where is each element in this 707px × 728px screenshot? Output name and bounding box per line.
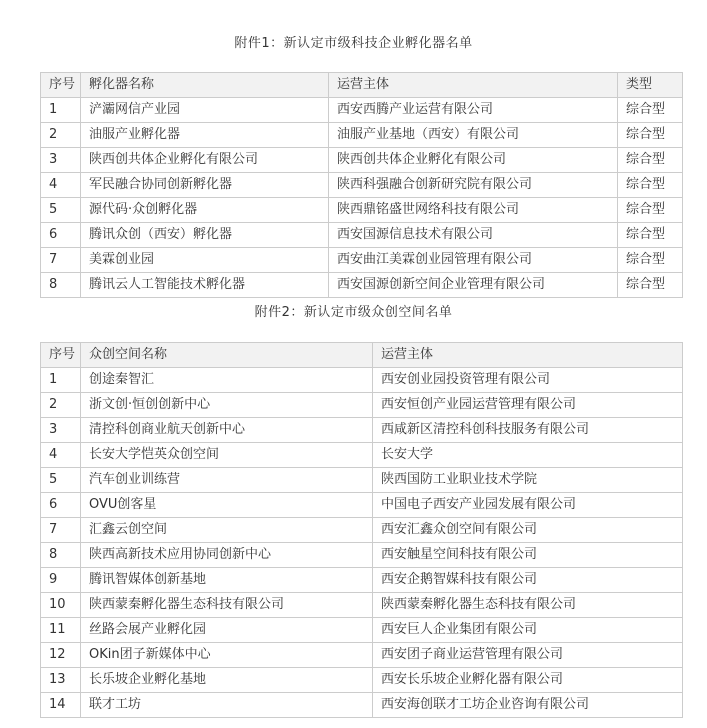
table-row [41,98,683,123]
table-cell: 综合型 [618,148,683,173]
column-header: 运营主体 [373,343,683,368]
table-row [41,518,683,543]
table-cell: 3 [41,148,81,173]
table-cell: 源代码·众创孵化器 [81,198,329,223]
table-cell: 4 [41,443,81,468]
table-cell: 腾讯云人工智能技术孵化器 [81,273,329,298]
table-cell: 西安企鹅智媒科技有限公司 [373,568,683,593]
table-cell: 3 [41,418,81,443]
table-cell: 西安创业园投资管理有限公司 [373,368,683,393]
table-row [41,543,683,568]
table-cell: 综合型 [618,223,683,248]
table-cell: 1 [41,368,81,393]
table-cell: 油服产业孵化器 [81,123,329,148]
table-cell: 8 [41,543,81,568]
table-row [41,418,683,443]
table-row [41,248,683,273]
table-cell: 5 [41,198,81,223]
table-cell: 陕西国防工业职业技术学院 [373,468,683,493]
table-cell: 8 [41,273,81,298]
table-cell: 清控科创商业航天创新中心 [81,418,373,443]
table-row [41,223,683,248]
table-cell: 综合型 [618,173,683,198]
table-cell: OVU创客星 [81,493,373,518]
maker-space-table-header-row [41,343,683,368]
table-cell: 联才工坊 [81,693,373,718]
table-cell: 陕西蒙秦孵化器生态科技有限公司 [373,593,683,618]
incubator-table [40,72,683,298]
table-cell: 长乐坡企业孵化基地 [81,668,373,693]
table-cell: 陕西鼎铭盛世网络科技有限公司 [329,198,618,223]
table-row [41,273,683,298]
table-row [41,123,683,148]
table-row [41,693,683,718]
table-row [41,593,683,618]
table-row [41,443,683,468]
table-cell: 西安团子商业运营管理有限公司 [373,643,683,668]
incubator-table-header-row [41,73,683,98]
table-cell: 12 [41,643,81,668]
table-row [41,148,683,173]
table-cell: 1 [41,98,81,123]
table-cell: 10 [41,593,81,618]
column-header: 孵化器名称 [81,73,329,98]
table-cell: 西咸新区清控科创科技服务有限公司 [373,418,683,443]
table-cell: 陕西科强融合创新研究院有限公司 [329,173,618,198]
table-cell: 浙文创·恒创创新中心 [81,393,373,418]
table-cell: 陕西创共体企业孵化有限公司 [81,148,329,173]
table-row [41,368,683,393]
table-cell: 丝路会展产业孵化园 [81,618,373,643]
table-cell: 浐灞网信产业园 [81,98,329,123]
table-row [41,468,683,493]
table-cell: OKin团子新媒体中心 [81,643,373,668]
table-cell: 西安国源信息技术有限公司 [329,223,618,248]
table-cell: 11 [41,618,81,643]
table-cell: 军民融合协同创新孵化器 [81,173,329,198]
table-cell: 5 [41,468,81,493]
table-cell: 14 [41,693,81,718]
table-row [41,568,683,593]
table-cell: 西安国源创新空间企业管理有限公司 [329,273,618,298]
table-cell: 2 [41,393,81,418]
column-header: 序号 [41,343,81,368]
column-header: 序号 [41,73,81,98]
table-cell: 美霖创业园 [81,248,329,273]
table-cell: 综合型 [618,198,683,223]
table-row [41,198,683,223]
table-cell: 2 [41,123,81,148]
table-cell: 腾讯智媒体创新基地 [81,568,373,593]
table-cell: 汇鑫云创空间 [81,518,373,543]
table-row [41,618,683,643]
table-row [41,643,683,668]
table-cell: 6 [41,493,81,518]
table-cell: 油服产业基地（西安）有限公司 [329,123,618,148]
table-cell: 西安曲江美霖创业园管理有限公司 [329,248,618,273]
table-cell: 长安大学 [373,443,683,468]
table-cell: 7 [41,518,81,543]
table-cell: 西安巨人企业集团有限公司 [373,618,683,643]
table-row [41,393,683,418]
table-row [41,173,683,198]
table-cell: 西安长乐坡企业孵化器有限公司 [373,668,683,693]
table-cell: 陕西蒙秦孵化器生态科技有限公司 [81,593,373,618]
table-cell: 长安大学恺英众创空间 [81,443,373,468]
table-cell: 中国电子西安产业园发展有限公司 [373,493,683,518]
column-header: 众创空间名称 [81,343,373,368]
annex2-caption: 附件2：新认定市级众创空间名单 [254,305,453,320]
maker-space-table [40,342,683,718]
table-cell: 6 [41,223,81,248]
table-row [41,668,683,693]
table-cell: 西安触星空间科技有限公司 [373,543,683,568]
table-cell: 13 [41,668,81,693]
table-cell: 综合型 [618,98,683,123]
table-cell: 陕西高新技术应用协同创新中心 [81,543,373,568]
table-cell: 综合型 [618,248,683,273]
table-cell: 7 [41,248,81,273]
table-cell: 陕西创共体企业孵化有限公司 [329,148,618,173]
table-cell: 创途秦智汇 [81,368,373,393]
table-cell: 西安海创联才工坊企业咨询有限公司 [373,693,683,718]
table-cell: 4 [41,173,81,198]
table-cell: 综合型 [618,273,683,298]
table-cell: 9 [41,568,81,593]
table-cell: 西安恒创产业园运营管理有限公司 [373,393,683,418]
column-header: 运营主体 [329,73,618,98]
table-cell: 汽车创业训练营 [81,468,373,493]
table-cell: 腾讯众创（西安）孵化器 [81,223,329,248]
table-cell: 西安汇鑫众创空间有限公司 [373,518,683,543]
column-header: 类型 [618,73,683,98]
table-cell: 综合型 [618,123,683,148]
table-row [41,493,683,518]
table-cell: 西安西腾产业运营有限公司 [329,98,618,123]
annex1-caption: 附件1：新认定市级科技企业孵化器名单 [234,36,473,51]
